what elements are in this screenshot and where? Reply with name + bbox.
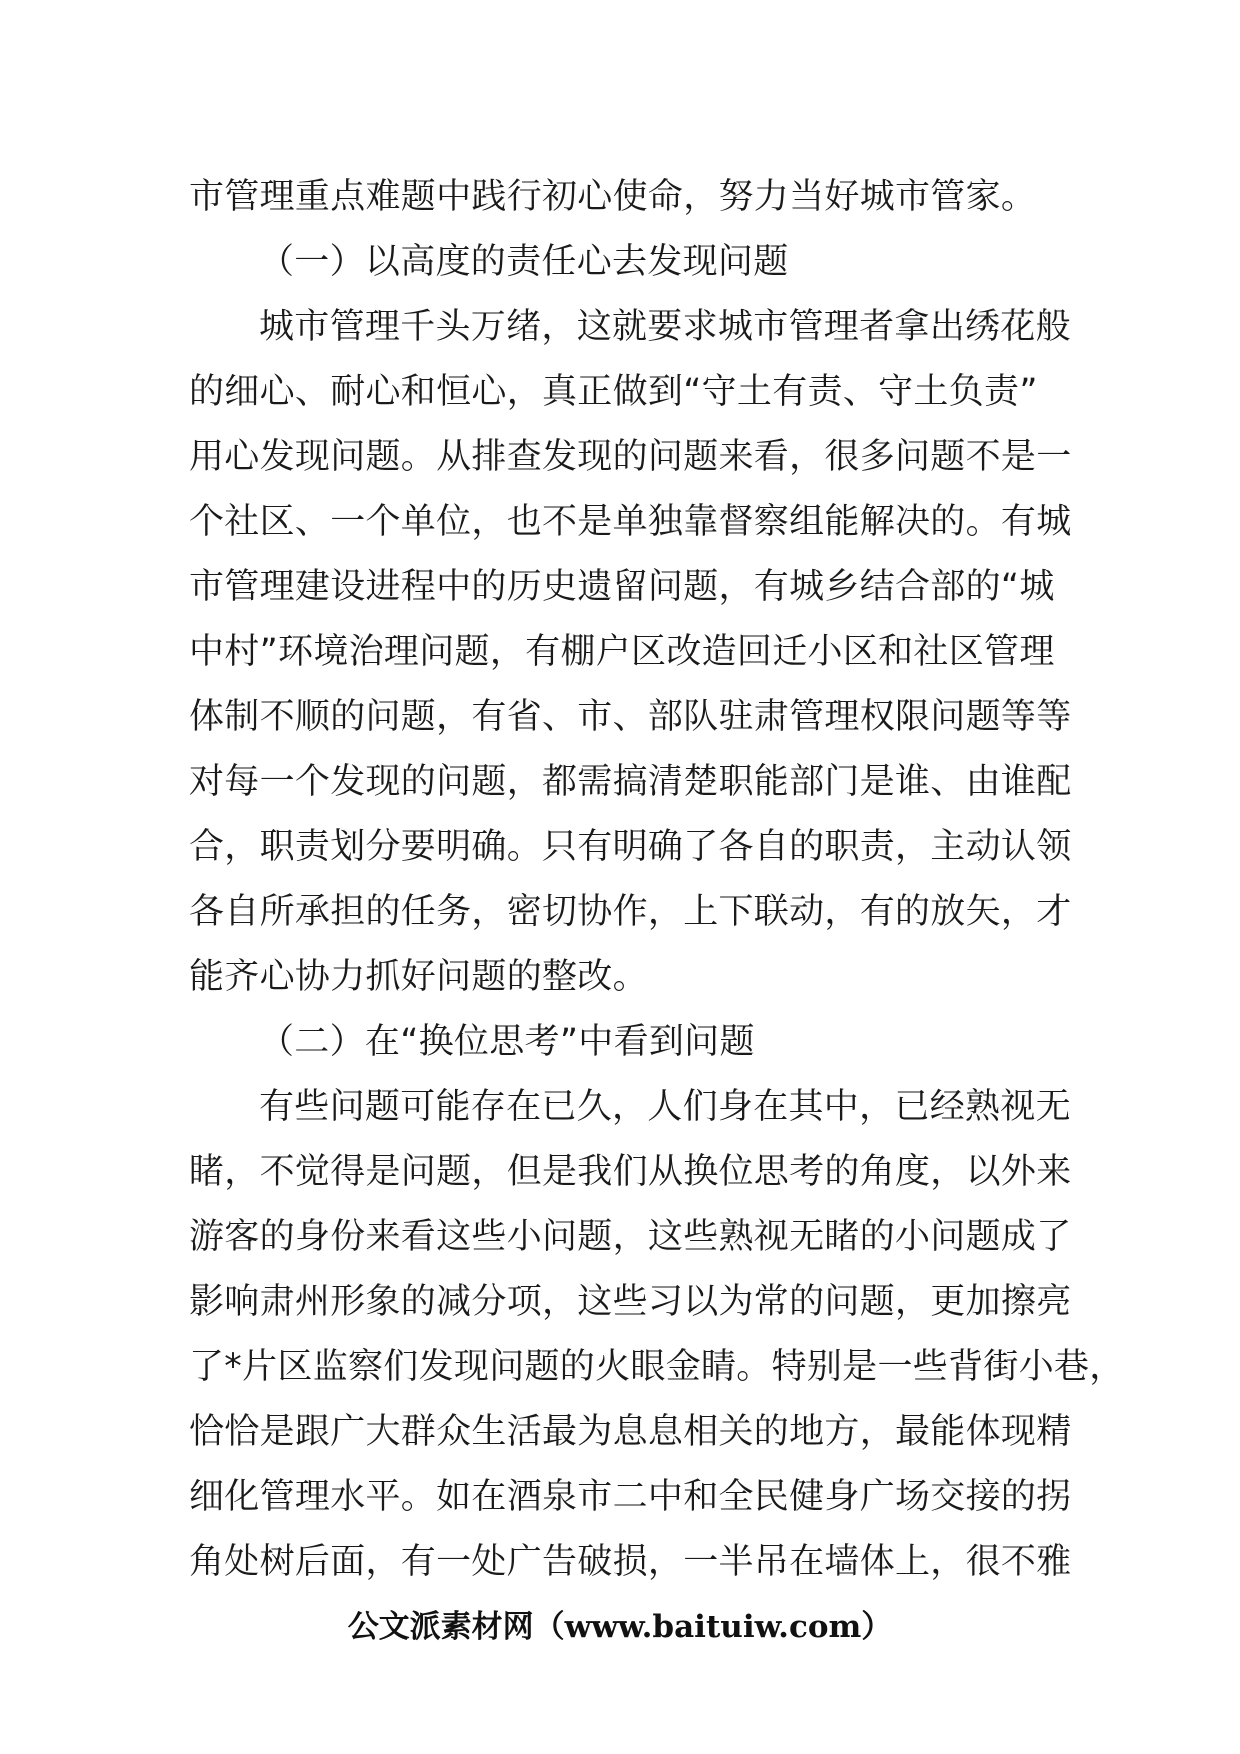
- section-heading: （一）以高度的责任心去发现问题: [259, 242, 789, 282]
- text-line: 各自所承担的任务，密切协作，上下联动，有的放矢，才: [189, 892, 1072, 932]
- section-heading: （二）在“换位思考”中看到问题: [259, 1022, 755, 1062]
- text-line: 细化管理水平。如在酒泉市二中和全民健身广场交接的拐: [189, 1477, 1072, 1517]
- text-line: 能齐心协力抓好问题的整改。: [189, 957, 648, 997]
- text-line: 对每一个发现的问题，都需搞清楚职能部门是谁、由谁配: [189, 762, 1072, 802]
- text-line: 市管理重点难题中践行初心使命，努力当好城市管家。: [189, 177, 1037, 217]
- text-line: 中村”环境治理问题，有棚户区改造回迁小区和社区管理: [189, 632, 1055, 672]
- text-line: 睹，不觉得是问题，但是我们从换位思考的角度，以外来: [189, 1152, 1072, 1192]
- text-line: 游客的身份来看这些小问题，这些熟视无睹的小问题成了: [189, 1217, 1072, 1257]
- text-line: 个社区、一个单位，也不是单独靠督察组能解决的。有城: [189, 502, 1072, 542]
- text-line: 城市管理千头万绪，这就要求城市管理者拿出绣花般: [259, 307, 1071, 347]
- text-line: 用心发现问题。从排查发现的问题来看，很多问题不是一: [189, 437, 1072, 477]
- text-line: 恰恰是跟广大群众生活最为息息相关的地方，最能体现精: [189, 1412, 1072, 1452]
- text-line: 了*片区监察们发现问题的火眼金睛。特别是一些背街小巷，: [189, 1347, 1125, 1387]
- text-line: 影响肃州形象的减分项，这些习以为常的问题，更加擦亮: [189, 1282, 1072, 1322]
- text-line: 的细心、耐心和恒心，真正做到“守土有责、守土负责”: [189, 372, 1038, 412]
- text-line: 市管理建设进程中的历史遗留问题，有城乡结合部的“城: [189, 567, 1055, 607]
- text-line: 有些问题可能存在已久，人们身在其中，已经熟视无: [259, 1087, 1071, 1127]
- document-body: [189, 165, 1125, 1595]
- text-line: 体制不顺的问题，有省、市、部队驻肃管理权限问题等等: [189, 697, 1072, 737]
- footer-watermark: 公文派素材网（www.baituiw.com）: [347, 1609, 893, 1645]
- text-line: 合，职责划分要明确。只有明确了各自的职责，主动认领: [189, 827, 1072, 867]
- text-line: 角处树后面，有一处广告破损，一半吊在墙体上，很不雅: [189, 1542, 1072, 1582]
